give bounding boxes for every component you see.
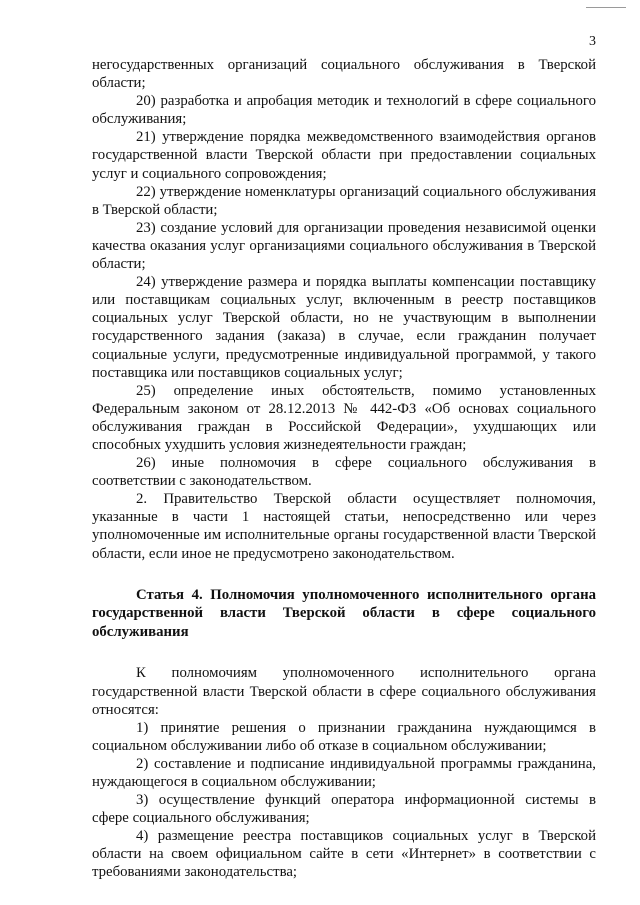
article-4-item-2: 2) составление и подписание индивидуальной программы гражданина, нуждающегося в социальном обслуживании; [92,755,596,790]
top-corner-rule [586,7,626,8]
article-4-item-3: 3) осуществление функций оператора информационной системы в сфере социального обслуживания; [92,792,596,827]
paragraph-continuation: негосударственных организаций социального обслуживания в Тверской области; [92,57,596,92]
list-item-21: 21) утверждение порядка межведомственного взаимодействия органов государственной власти Тверской области при предоставлении социальных услуг и социального сопровождения; [92,129,596,182]
part-2-paragraph: 2. Правительство Тверской области осуществляет полномочия, указанные в части 1 настоящей статьи, непосредственно или через уполномоченные им исполнительные органы государственной власти Тверской области, если иное не предусмотрено законодательством. [92,491,596,562]
article-4-item-1: 1) принятие решения о признании гражданина нуждающимся в социальном обслуживании либо об отказе в социальном обслуживании; [92,719,596,754]
article-4-intro: К полномочиям уполномоченного исполнительного органа государственной власти Тверской области в сфере социального обслуживания относятся: [92,665,596,718]
article-4-heading: Статья 4. Полномочия уполномоченного исполнительного органа государственной власти Тверской области в сфере социального обслуживания [92,586,596,640]
article-4-item-4: 4) размещение реестра поставщиков социальных услуг в Тверской области на своем официальном сайте в сети «Интернет» в соответствии с требованиями законодательства; [92,828,596,881]
list-item-26: 26) иные полномочия в сфере социального обслуживания в соответствии с законодательством. [92,455,596,490]
page-number: 3 [589,34,596,49]
list-item-24: 24) утверждение размера и порядка выплаты компенсации поставщику или поставщикам социальных услуг, включенным в реестр поставщиков социальных услуг Тверской области, но не участвующим в выполнении государственного задания (заказа) в случае, если гражданин получает социальные услуги, предусмотренные индивидуальной программой, у такого поставщика или поставщиков социальных услуг; [92,274,596,381]
list-item-22: 22) утверждение номенклатуры организаций социального обслуживания в Тверской области; [92,183,596,218]
document-body [92,56,596,882]
list-item-23: 23) создание условий для организации проведения независимой оценки качества оказания услуг организациями социального обслуживания в Тверской области; [92,219,596,273]
list-item-25: 25) определение иных обстоятельств, помимо установленных Федеральным законом от 28.12.2013 № 442-ФЗ «Об основах социального обслуживания граждан в Российской Федерации», ухудшающих или способных ухудшить условия жизнедеятельности граждан; [92,382,596,453]
list-item-20: 20) разработка и апробация методик и технологий в сфере социального обслуживания; [92,93,596,128]
